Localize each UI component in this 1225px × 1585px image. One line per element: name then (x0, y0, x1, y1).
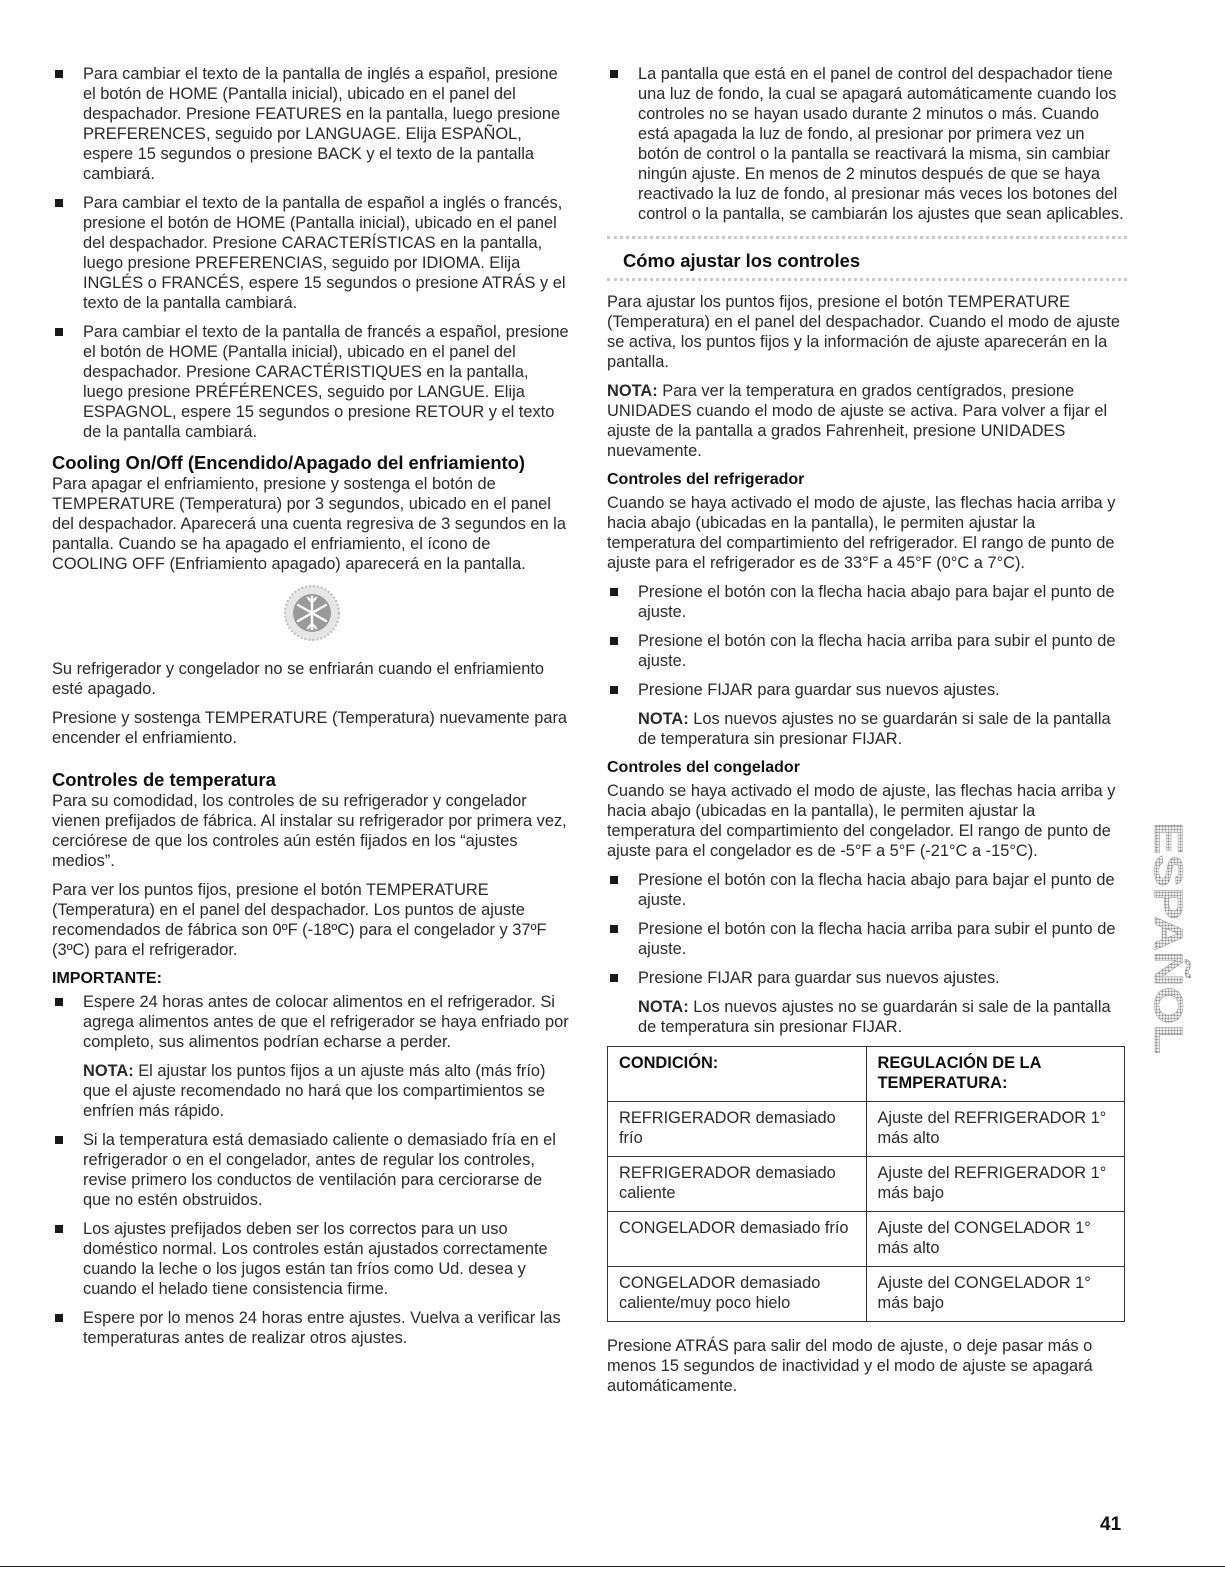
backlight-bullets (607, 64, 1127, 224)
cooling-paragraph: Para apagar el enfriamiento, presione y sostenga el botón de TEMPERATURE (Temperatura) por 3 segundos, ubicado en el panel del despachador. Aparecerá una cuenta regresiva de 3 segundos en la pantalla. Cuando se ha apagado el enfriamiento, el ícono de COOLING OFF (Enfriamiento apagado) aparecerá en la pantalla. (52, 475, 566, 573)
list-item: Presione el botón con la flecha hacia abajo para bajar el punto de ajuste. (607, 582, 1127, 622)
table-row (608, 1102, 1125, 1157)
important-label: IMPORTANTE: (52, 970, 162, 987)
table-header-regulation: REGULACIÓN DE LA TEMPERATURA: (866, 1047, 1125, 1102)
fridge-controls-heading: Controles del refrigerador (607, 471, 805, 488)
table-row (608, 1157, 1125, 1212)
page-number: 41 (1100, 1514, 1122, 1535)
table-cell: Ajuste del REFRIGERADOR 1° más alto (866, 1102, 1125, 1157)
section-heading-band (607, 236, 1127, 281)
temperature-paragraph: Para su comodidad, los controles de su refrigerador y congelador vienen prefijados de fábrica. Al instalar su refrigerador por primera vez, cerciórese de que los controles aún estén fijados en los “ajustes medios”. (52, 792, 567, 870)
right-column (607, 64, 1127, 1405)
list-item: Los ajustes prefijados deben ser los correctos para un uso doméstico normal. Los controles están ajustados correctamente cuando la leche o los jugos están tan fríos como Ud. desea y cuando el helado tiene consistencia firme. (52, 1219, 570, 1299)
note: NOTA: Los nuevos ajustes no se guardarán si sale de la pantalla de temperatura sin presionar FIJAR. (638, 710, 1111, 748)
table-cell: CONGELADOR demasiado caliente/muy poco hielo (608, 1267, 867, 1322)
list-item: Para cambiar el texto de la pantalla de inglés a español, presione el botón de HOME (Pantalla inicial), ubicado en el panel del despachador. Presione FEATURES en la pantalla, luego presione PREFERENCES, seguido por LANGUAGE. Elija ESPAÑOL, espere 15 segundos o presione BACK y el texto de la pantalla cambiará. (52, 64, 570, 184)
table-cell: REFRIGERADOR demasiado frío (608, 1102, 867, 1157)
adjust-controls-heading: Cómo ajustar los controles (623, 250, 861, 271)
table-cell: Ajuste del REFRIGERADOR 1° más bajo (866, 1157, 1125, 1212)
table-row (608, 1267, 1125, 1322)
cooling-restore: Presione y sostenga TEMPERATURE (Temperatura) nuevamente para encender el enfriamiento. (52, 709, 568, 747)
fridge-bullets (607, 582, 1127, 749)
left-column (52, 64, 570, 1357)
freezer-bullets (607, 870, 1127, 1037)
snowflake-off-icon (282, 583, 342, 643)
temperature-setpoints: Para ver los puntos fijos, presione el botón TEMPERATURE (Temperatura) en el panel del despachador. Los puntos de ajuste recomendados de fábrica son 0ºF (-18ºC) para el congelador y 37ºF (3ºC) para el refrigerador. (52, 881, 547, 959)
list-item: Presione el botón con la flecha hacia arriba para subir el punto de ajuste. (607, 919, 1127, 959)
language-side-tab (1122, 818, 1190, 1064)
freezer-paragraph: Cuando se haya activado el modo de ajuste, las flechas hacia arriba y hacia abajo (ubicadas en la pantalla), le permiten ajustar la temperatura del compartimiento del congelador. El rango de punto de ajuste para el congelador es de -5°F a 5°F (-21°C a -15°C). (607, 782, 1116, 860)
cooling-icon-area (52, 583, 570, 647)
list-item: Para cambiar el texto de la pantalla de español a inglés o francés, presione el botón de HOME (Pantalla inicial), ubicado en el panel del despachador. Presione CARACTERÍSTICAS en la pantalla, luego presione PREFERENCIAS, seguido por IDIOMA. Elija INGLÉS o FRANCÉS, espere 15 segundos o presione ATRÁS y el texto de la pantalla cambiará. (52, 193, 570, 313)
side-tab-label: ESPAÑOL (1146, 822, 1190, 1013)
list-item: La pantalla que está en el panel de control del despachador tiene una luz de fondo, la cual se apagará automáticamente cuando los controles no se hayan usado durante 2 minutos o más. Cuando está apagada la luz de fondo, al presionar por primera vez un botón de control o la pantalla se reactivará la misma, sin cambiar ningún ajuste. En menos de 2 minutos después de que se haya reactivado la luz de fondo, al presionar más veces los botones del control o la pantalla, se cambiarán los ajustes que sean aplicables. (607, 64, 1127, 224)
list-item: Presione el botón con la flecha hacia abajo para bajar el punto de ajuste. (607, 870, 1127, 910)
cooling-heading: Cooling On/Off (Encendido/Apagado del enfriamiento) (52, 452, 526, 473)
closing-paragraph: Presione ATRÁS para salir del modo de ajuste, o deje pasar más o menos 15 segundos de inactividad y el modo de ajuste se apagará automáticamente. (607, 1337, 1093, 1395)
adjust-paragraph: Para ajustar los puntos fijos, presione el botón TEMPERATURE (Temperatura) en el panel del despachador. Cuando el modo de ajuste se activa, los puntos fijos y la información de ajuste aparecerán en la pantalla. (607, 293, 1120, 371)
fridge-paragraph: Cuando se haya activado el modo de ajuste, las flechas hacia arriba y hacia abajo (ubicadas en la pantalla), le permiten ajustar la temperatura del compartimiento del refrigerador. El rango de punto de ajuste para el refrigerador es de 33°F a 45°F (0°C a 7°C). (607, 494, 1116, 572)
adjustment-table (607, 1046, 1125, 1322)
units-note: NOTA: Para ver la temperatura en grados centígrados, presione UNIDADES cuando el modo de ajuste se activa. Para volver a fijar el ajuste de la pantalla a grados Fahrenheit, presione UNIDADES nuevamente. (607, 382, 1108, 460)
list-item: Presione FIJAR para guardar sus nuevos ajustes. NOTA: Los nuevos ajustes no se guardarán si sale de la pantalla de temperatura sin presionar FIJAR. (607, 680, 1127, 749)
list-item: Si la temperatura está demasiado caliente o demasiado fría en el refrigerador o en el congelador, antes de regular los controles, revise primero los conductos de ventilación para cerciorarse de que no estén obstruidos. (52, 1130, 570, 1210)
table-header-row (608, 1047, 1125, 1102)
list-item: Presione FIJAR para guardar sus nuevos ajustes. NOTA: Los nuevos ajustes no se guardarán si sale de la pantalla de temperatura sin presionar FIJAR. (607, 968, 1127, 1037)
note: NOTA: El ajustar los puntos fijos a un ajuste más alto (más frío) que el ajuste recomendado no hará que los compartimientos se enfríen más rápido. (83, 1062, 546, 1120)
important-bullets (52, 992, 570, 1348)
temperature-heading: Controles de temperatura (52, 769, 276, 790)
table-cell: Ajuste del CONGELADOR 1° más alto (866, 1212, 1125, 1267)
list-item: Espere 24 horas antes de colocar alimentos en el refrigerador. Si agrega alimentos antes de que el refrigerador se haya enfriado por completo, sus alimentos podrían echarse a perder. NOTA: El ajustar los puntos fijos a un ajuste más alto (más frío) que el ajuste recomendado no hará que los compartimientos se enfríen más rápido. (52, 992, 570, 1121)
table-cell: REFRIGERADOR demasiado caliente (608, 1157, 867, 1212)
language-bullets (52, 64, 570, 442)
cooling-note: Su refrigerador y congelador no se enfriarán cuando el enfriamiento esté apagado. (52, 660, 545, 698)
list-item: Presione el botón con la flecha hacia arriba para subir el punto de ajuste. (607, 631, 1127, 671)
note: NOTA: Los nuevos ajustes no se guardarán si sale de la pantalla de temperatura sin presionar FIJAR. (638, 998, 1111, 1036)
freezer-controls-heading: Controles del congelador (607, 759, 800, 776)
table-cell: Ajuste del CONGELADOR 1° más bajo (866, 1267, 1125, 1322)
bottom-rule (0, 1566, 1225, 1567)
table-header-condition: CONDICIÓN: (608, 1047, 867, 1102)
table-row (608, 1212, 1125, 1267)
list-item: Para cambiar el texto de la pantalla de francés a español, presione el botón de HOME (Pantalla inicial), ubicado en el panel del despachador. Presione CARACTÉRISTIQUES en la pantalla, luego presione PRÉFÉRENCES, seguido por LANGUE. Elija ESPAGNOL, espere 15 segundos o presione RETOUR y el texto de la pantalla cambiará. (52, 322, 570, 442)
list-item: Espere por lo menos 24 horas entre ajustes. Vuelva a verificar las temperaturas antes de realizar otros ajustes. (52, 1308, 570, 1348)
table-cell: CONGELADOR demasiado frío (608, 1212, 867, 1267)
